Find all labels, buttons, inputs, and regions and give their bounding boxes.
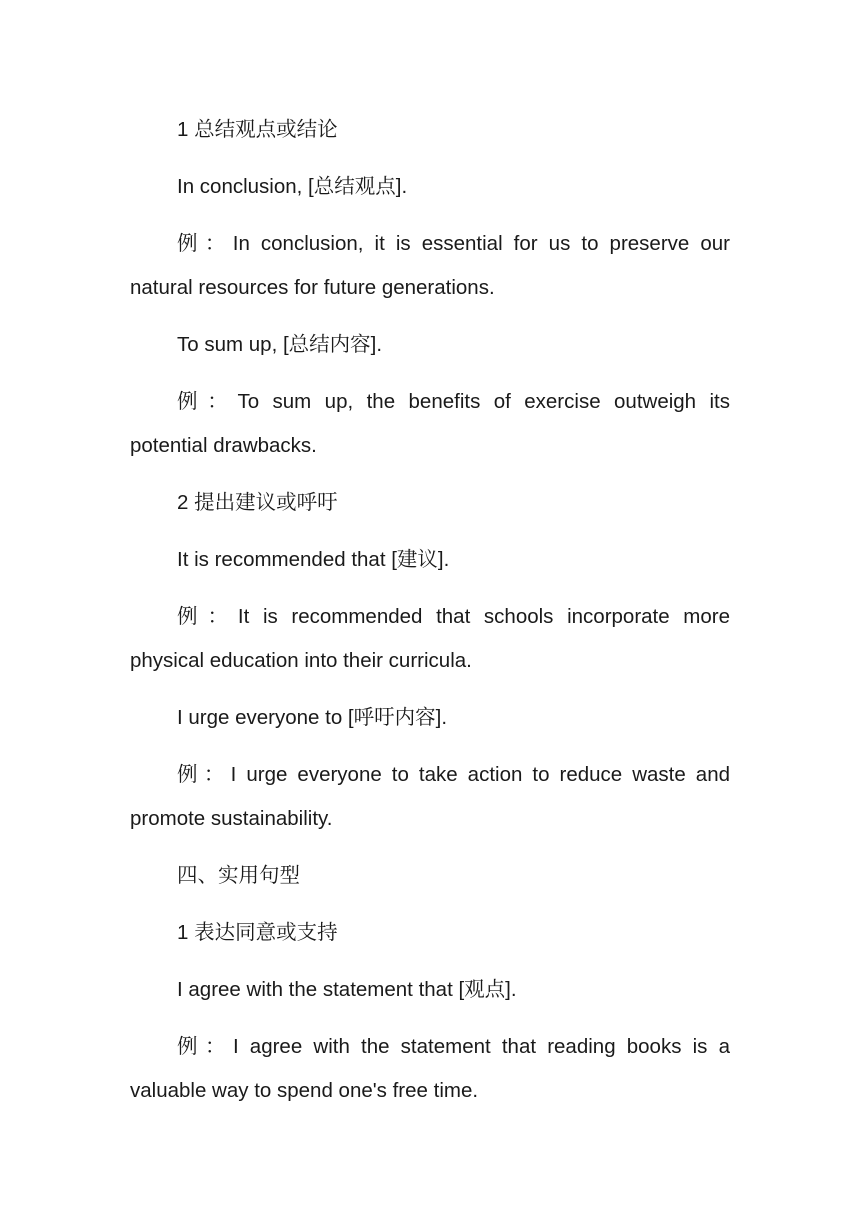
section-heading: 四、实用句型: [177, 864, 300, 887]
subheading-agree: 1 表达同意或支持: [177, 921, 338, 944]
sentence-pattern: It is recommended that [建议].: [177, 548, 450, 571]
example-label: 例：: [177, 605, 238, 628]
sentence-pattern: In conclusion, [总结观点].: [177, 175, 408, 198]
sentence-pattern: I agree with the statement that [观点].: [177, 978, 517, 1001]
example-label: 例：: [177, 232, 233, 255]
example-text: It is recommended that schools incorporate more physical education into their curricula.: [130, 605, 730, 672]
example-text: I agree with the statement that reading books is a valuable way to spend one's free time.: [130, 1035, 730, 1102]
example-paragraph: [130, 595, 730, 683]
example-label: 例：: [177, 390, 238, 413]
subheading-suggest: 2 提出建议或呼吁: [177, 491, 338, 514]
example-label: 例：: [177, 763, 231, 786]
example-text: I urge everyone to take action to reduce waste and promote sustainability.: [130, 763, 730, 830]
example-text: To sum up, the benefits of exercise outweigh its potential drawbacks.: [130, 390, 730, 457]
example-label: 例：: [177, 1035, 233, 1058]
example-paragraph: [130, 753, 730, 841]
sentence-pattern: To sum up, [总结内容].: [177, 333, 383, 356]
example-paragraph: [130, 380, 730, 468]
example-paragraph: [130, 1025, 730, 1113]
document-page: [130, 108, 730, 1126]
example-text: In conclusion, it is essential for us to preserve our natural resources for future generations.: [130, 232, 730, 299]
example-paragraph: [130, 222, 730, 310]
subheading-summarize: 1 总结观点或结论: [177, 118, 338, 141]
sentence-pattern: I urge everyone to [呼吁内容].: [177, 706, 448, 729]
